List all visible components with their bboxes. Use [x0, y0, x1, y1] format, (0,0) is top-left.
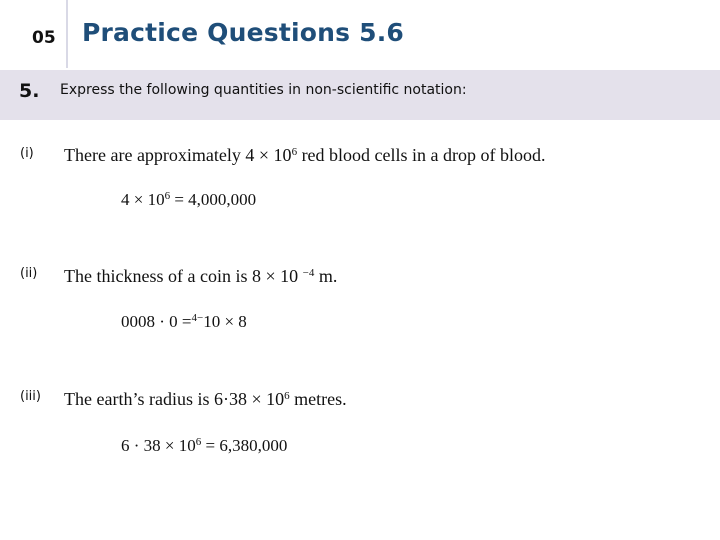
answer-iii-after: = 6,380,000 — [201, 436, 288, 455]
answer-ii-exponent: 4− — [191, 312, 204, 324]
chapter-number: 05 — [32, 28, 56, 48]
part-label-i: (i) — [20, 146, 34, 161]
answer-iii-before: 6 · 38 × 10 — [121, 436, 196, 455]
header-divider — [66, 0, 68, 68]
part-text-i-before: There are approximately 4 × 10 — [64, 145, 292, 165]
page-title: Practice Questions 5.6 — [82, 18, 404, 47]
part-text-iii-after: metres. — [289, 389, 347, 409]
chapter-tab — [0, 0, 66, 68]
part-text-ii — [64, 266, 337, 287]
answer-iii — [121, 436, 287, 456]
answer-i-before: 4 × 10 — [121, 190, 165, 209]
part-text-iii — [64, 389, 347, 410]
part-text-iii-before: The earth’s radius is 6·38 × 10 — [64, 389, 285, 409]
part-text-iii-exponent: 6 — [284, 390, 290, 402]
part-label-iii: (iii) — [20, 389, 41, 404]
part-text-i-exponent: 6 — [291, 146, 298, 158]
part-text-i-after: red blood cells in a drop of blood. — [297, 145, 546, 165]
question-instruction: Express the following quantities in non-scientific notation: — [60, 82, 467, 98]
part-text-ii-before: The thickness of a coin is 8 × 10 — [64, 266, 303, 286]
question-number: 5. — [19, 80, 40, 102]
answer-ii — [121, 312, 247, 332]
part-text-ii-after: m. — [314, 266, 338, 286]
part-text-ii-exponent: −4 — [302, 267, 315, 279]
answer-i-after: = 4,000,000 — [170, 190, 257, 209]
answer-i — [121, 190, 256, 210]
answer-iii-exponent: 6 — [195, 436, 202, 448]
answer-ii-after: 10 × 8 — [203, 312, 247, 331]
answer-ii-before: 0008 · 0 = — [121, 312, 192, 331]
answer-i-exponent: 6 — [164, 190, 171, 202]
part-label-ii: (ii) — [20, 266, 38, 281]
part-text-i — [64, 145, 546, 166]
